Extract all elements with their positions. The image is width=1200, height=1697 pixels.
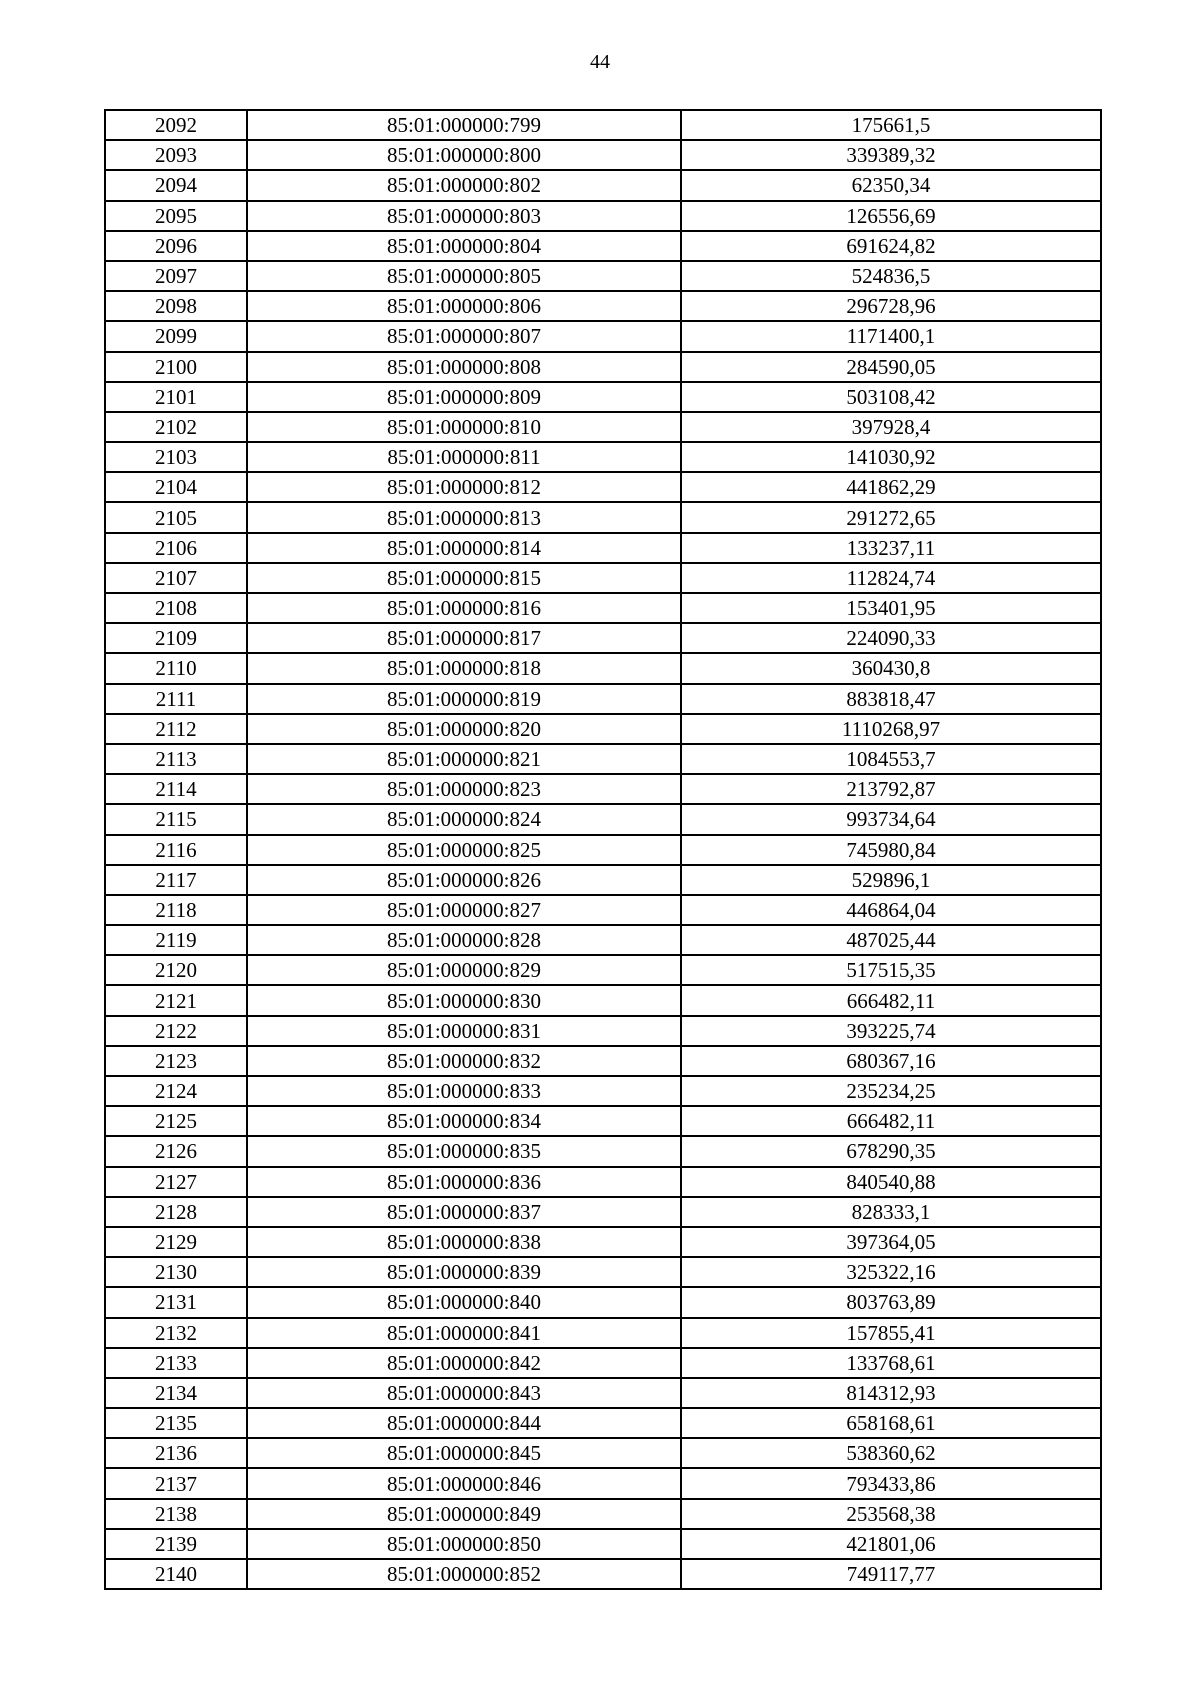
cadastral-number-cell: 85:01:000000:845 bbox=[247, 1438, 681, 1468]
cadastral-number-cell: 85:01:000000:838 bbox=[247, 1227, 681, 1257]
table-row bbox=[105, 1016, 1101, 1046]
cadastral-number-cell: 85:01:000000:809 bbox=[247, 382, 681, 412]
row-number-cell: 2110 bbox=[105, 653, 247, 683]
row-number-cell: 2135 bbox=[105, 1408, 247, 1438]
value-cell: 360430,8 bbox=[681, 653, 1101, 683]
value-cell: 517515,35 bbox=[681, 955, 1101, 985]
value-cell: 339389,32 bbox=[681, 140, 1101, 170]
page-number: 44 bbox=[590, 51, 610, 73]
cadastral-number-cell: 85:01:000000:800 bbox=[247, 140, 681, 170]
row-number-cell: 2140 bbox=[105, 1559, 247, 1589]
cadastral-number-cell: 85:01:000000:821 bbox=[247, 744, 681, 774]
cadastral-number-cell: 85:01:000000:812 bbox=[247, 472, 681, 502]
cadastral-number-cell: 85:01:000000:817 bbox=[247, 623, 681, 653]
value-cell: 666482,11 bbox=[681, 985, 1101, 1015]
cadastral-number-cell: 85:01:000000:837 bbox=[247, 1197, 681, 1227]
table-row bbox=[105, 352, 1101, 382]
cadastral-number-cell: 85:01:000000:841 bbox=[247, 1318, 681, 1348]
cadastral-number-cell: 85:01:000000:850 bbox=[247, 1529, 681, 1559]
row-number-cell: 2132 bbox=[105, 1318, 247, 1348]
cadastral-number-cell: 85:01:000000:825 bbox=[247, 835, 681, 865]
value-cell: 840540,88 bbox=[681, 1167, 1101, 1197]
data-table bbox=[104, 109, 1102, 1590]
table-row bbox=[105, 865, 1101, 895]
cadastral-number-cell: 85:01:000000:826 bbox=[247, 865, 681, 895]
table-row bbox=[105, 1318, 1101, 1348]
row-number-cell: 2094 bbox=[105, 170, 247, 200]
table-row bbox=[105, 1468, 1101, 1498]
row-number-cell: 2105 bbox=[105, 502, 247, 532]
table-row bbox=[105, 291, 1101, 321]
table-row bbox=[105, 835, 1101, 865]
cadastral-number-cell: 85:01:000000:819 bbox=[247, 684, 681, 714]
cadastral-number-cell: 85:01:000000:846 bbox=[247, 1468, 681, 1498]
cadastral-number-cell: 85:01:000000:818 bbox=[247, 653, 681, 683]
value-cell: 793433,86 bbox=[681, 1468, 1101, 1498]
row-number-cell: 2123 bbox=[105, 1046, 247, 1076]
row-number-cell: 2109 bbox=[105, 623, 247, 653]
cadastral-number-cell: 85:01:000000:834 bbox=[247, 1106, 681, 1136]
row-number-cell: 2117 bbox=[105, 865, 247, 895]
value-cell: 487025,44 bbox=[681, 925, 1101, 955]
table-row bbox=[105, 895, 1101, 925]
row-number-cell: 2126 bbox=[105, 1136, 247, 1166]
table-row bbox=[105, 321, 1101, 351]
cadastral-number-cell: 85:01:000000:835 bbox=[247, 1136, 681, 1166]
cadastral-number-cell: 85:01:000000:803 bbox=[247, 201, 681, 231]
table-row bbox=[105, 623, 1101, 653]
table-row bbox=[105, 1287, 1101, 1317]
value-cell: 529896,1 bbox=[681, 865, 1101, 895]
table-row bbox=[105, 1227, 1101, 1257]
value-cell: 441862,29 bbox=[681, 472, 1101, 502]
table-row bbox=[105, 1136, 1101, 1166]
table-row bbox=[105, 472, 1101, 502]
row-number-cell: 2134 bbox=[105, 1378, 247, 1408]
cadastral-number-cell: 85:01:000000:824 bbox=[247, 804, 681, 834]
value-cell: 1110268,97 bbox=[681, 714, 1101, 744]
cadastral-number-cell: 85:01:000000:811 bbox=[247, 442, 681, 472]
row-number-cell: 2127 bbox=[105, 1167, 247, 1197]
row-number-cell: 2095 bbox=[105, 201, 247, 231]
value-cell: 691624,82 bbox=[681, 231, 1101, 261]
cadastral-number-cell: 85:01:000000:799 bbox=[247, 110, 681, 140]
value-cell: 141030,92 bbox=[681, 442, 1101, 472]
value-cell: 1171400,1 bbox=[681, 321, 1101, 351]
value-cell: 397928,4 bbox=[681, 412, 1101, 442]
table-row bbox=[105, 140, 1101, 170]
value-cell: 62350,34 bbox=[681, 170, 1101, 200]
value-cell: 538360,62 bbox=[681, 1438, 1101, 1468]
value-cell: 814312,93 bbox=[681, 1378, 1101, 1408]
value-cell: 1084553,7 bbox=[681, 744, 1101, 774]
table-body bbox=[105, 110, 1101, 1589]
value-cell: 678290,35 bbox=[681, 1136, 1101, 1166]
table-row bbox=[105, 1408, 1101, 1438]
value-cell: 680367,16 bbox=[681, 1046, 1101, 1076]
cadastral-number-cell: 85:01:000000:831 bbox=[247, 1016, 681, 1046]
value-cell: 133768,61 bbox=[681, 1348, 1101, 1378]
table-row bbox=[105, 714, 1101, 744]
value-cell: 503108,42 bbox=[681, 382, 1101, 412]
row-number-cell: 2128 bbox=[105, 1197, 247, 1227]
row-number-cell: 2113 bbox=[105, 744, 247, 774]
cadastral-number-cell: 85:01:000000:815 bbox=[247, 563, 681, 593]
row-number-cell: 2136 bbox=[105, 1438, 247, 1468]
value-cell: 749117,77 bbox=[681, 1559, 1101, 1589]
row-number-cell: 2101 bbox=[105, 382, 247, 412]
table-row bbox=[105, 261, 1101, 291]
value-cell: 253568,38 bbox=[681, 1499, 1101, 1529]
cadastral-number-cell: 85:01:000000:839 bbox=[247, 1257, 681, 1287]
value-cell: 993734,64 bbox=[681, 804, 1101, 834]
table-row bbox=[105, 593, 1101, 623]
value-cell: 524836,5 bbox=[681, 261, 1101, 291]
row-number-cell: 2139 bbox=[105, 1529, 247, 1559]
row-number-cell: 2098 bbox=[105, 291, 247, 321]
cadastral-number-cell: 85:01:000000:814 bbox=[247, 533, 681, 563]
row-number-cell: 2122 bbox=[105, 1016, 247, 1046]
table-row bbox=[105, 1499, 1101, 1529]
value-cell: 157855,41 bbox=[681, 1318, 1101, 1348]
cadastral-number-cell: 85:01:000000:832 bbox=[247, 1046, 681, 1076]
value-cell: 291272,65 bbox=[681, 502, 1101, 532]
cadastral-number-cell: 85:01:000000:804 bbox=[247, 231, 681, 261]
row-number-cell: 2097 bbox=[105, 261, 247, 291]
row-number-cell: 2131 bbox=[105, 1287, 247, 1317]
cadastral-number-cell: 85:01:000000:830 bbox=[247, 985, 681, 1015]
row-number-cell: 2138 bbox=[105, 1499, 247, 1529]
row-number-cell: 2112 bbox=[105, 714, 247, 744]
table-row bbox=[105, 201, 1101, 231]
table-row bbox=[105, 1106, 1101, 1136]
cadastral-number-cell: 85:01:000000:808 bbox=[247, 352, 681, 382]
row-number-cell: 2120 bbox=[105, 955, 247, 985]
row-number-cell: 2108 bbox=[105, 593, 247, 623]
cadastral-number-cell: 85:01:000000:843 bbox=[247, 1378, 681, 1408]
table-row bbox=[105, 563, 1101, 593]
table-row bbox=[105, 1197, 1101, 1227]
table-row bbox=[105, 231, 1101, 261]
table-row bbox=[105, 985, 1101, 1015]
value-cell: 666482,11 bbox=[681, 1106, 1101, 1136]
cadastral-number-cell: 85:01:000000:805 bbox=[247, 261, 681, 291]
value-cell: 213792,87 bbox=[681, 774, 1101, 804]
value-cell: 126556,69 bbox=[681, 201, 1101, 231]
value-cell: 446864,04 bbox=[681, 895, 1101, 925]
value-cell: 397364,05 bbox=[681, 1227, 1101, 1257]
table-row bbox=[105, 170, 1101, 200]
cadastral-number-cell: 85:01:000000:833 bbox=[247, 1076, 681, 1106]
table-row bbox=[105, 442, 1101, 472]
table-row bbox=[105, 1076, 1101, 1106]
cadastral-number-cell: 85:01:000000:849 bbox=[247, 1499, 681, 1529]
value-cell: 284590,05 bbox=[681, 352, 1101, 382]
table-row bbox=[105, 533, 1101, 563]
cadastral-number-cell: 85:01:000000:820 bbox=[247, 714, 681, 744]
row-number-cell: 2118 bbox=[105, 895, 247, 925]
value-cell: 325322,16 bbox=[681, 1257, 1101, 1287]
value-cell: 393225,74 bbox=[681, 1016, 1101, 1046]
row-number-cell: 2129 bbox=[105, 1227, 247, 1257]
row-number-cell: 2106 bbox=[105, 533, 247, 563]
cadastral-number-cell: 85:01:000000:829 bbox=[247, 955, 681, 985]
row-number-cell: 2096 bbox=[105, 231, 247, 261]
table-row bbox=[105, 1348, 1101, 1378]
row-number-cell: 2102 bbox=[105, 412, 247, 442]
value-cell: 658168,61 bbox=[681, 1408, 1101, 1438]
table-row bbox=[105, 1559, 1101, 1589]
value-cell: 745980,84 bbox=[681, 835, 1101, 865]
table-row bbox=[105, 502, 1101, 532]
row-number-cell: 2114 bbox=[105, 774, 247, 804]
table-row bbox=[105, 412, 1101, 442]
value-cell: 153401,95 bbox=[681, 593, 1101, 623]
table-row bbox=[105, 925, 1101, 955]
cadastral-number-cell: 85:01:000000:844 bbox=[247, 1408, 681, 1438]
table-row bbox=[105, 744, 1101, 774]
value-cell: 175661,5 bbox=[681, 110, 1101, 140]
value-cell: 133237,11 bbox=[681, 533, 1101, 563]
row-number-cell: 2107 bbox=[105, 563, 247, 593]
data-table-container bbox=[104, 109, 1102, 1590]
table-row bbox=[105, 110, 1101, 140]
table-row bbox=[105, 382, 1101, 412]
row-number-cell: 2099 bbox=[105, 321, 247, 351]
table-row bbox=[105, 653, 1101, 683]
table-row bbox=[105, 774, 1101, 804]
table-row bbox=[105, 1046, 1101, 1076]
cadastral-number-cell: 85:01:000000:852 bbox=[247, 1559, 681, 1589]
cadastral-number-cell: 85:01:000000:802 bbox=[247, 170, 681, 200]
row-number-cell: 2124 bbox=[105, 1076, 247, 1106]
row-number-cell: 2137 bbox=[105, 1468, 247, 1498]
cadastral-number-cell: 85:01:000000:840 bbox=[247, 1287, 681, 1317]
value-cell: 112824,74 bbox=[681, 563, 1101, 593]
cadastral-number-cell: 85:01:000000:836 bbox=[247, 1167, 681, 1197]
value-cell: 883818,47 bbox=[681, 684, 1101, 714]
value-cell: 828333,1 bbox=[681, 1197, 1101, 1227]
table-row bbox=[105, 804, 1101, 834]
value-cell: 296728,96 bbox=[681, 291, 1101, 321]
cadastral-number-cell: 85:01:000000:807 bbox=[247, 321, 681, 351]
cadastral-number-cell: 85:01:000000:816 bbox=[247, 593, 681, 623]
table-row bbox=[105, 1167, 1101, 1197]
cadastral-number-cell: 85:01:000000:813 bbox=[247, 502, 681, 532]
row-number-cell: 2115 bbox=[105, 804, 247, 834]
cadastral-number-cell: 85:01:000000:810 bbox=[247, 412, 681, 442]
cadastral-number-cell: 85:01:000000:828 bbox=[247, 925, 681, 955]
table-row bbox=[105, 1378, 1101, 1408]
row-number-cell: 2111 bbox=[105, 684, 247, 714]
row-number-cell: 2100 bbox=[105, 352, 247, 382]
table-row bbox=[105, 1438, 1101, 1468]
cadastral-number-cell: 85:01:000000:842 bbox=[247, 1348, 681, 1378]
row-number-cell: 2125 bbox=[105, 1106, 247, 1136]
row-number-cell: 2103 bbox=[105, 442, 247, 472]
value-cell: 235234,25 bbox=[681, 1076, 1101, 1106]
value-cell: 224090,33 bbox=[681, 623, 1101, 653]
row-number-cell: 2133 bbox=[105, 1348, 247, 1378]
table-row bbox=[105, 1529, 1101, 1559]
cadastral-number-cell: 85:01:000000:823 bbox=[247, 774, 681, 804]
row-number-cell: 2092 bbox=[105, 110, 247, 140]
table-row bbox=[105, 1257, 1101, 1287]
cadastral-number-cell: 85:01:000000:827 bbox=[247, 895, 681, 925]
table-row bbox=[105, 955, 1101, 985]
value-cell: 421801,06 bbox=[681, 1529, 1101, 1559]
row-number-cell: 2093 bbox=[105, 140, 247, 170]
row-number-cell: 2121 bbox=[105, 985, 247, 1015]
value-cell: 803763,89 bbox=[681, 1287, 1101, 1317]
table-row bbox=[105, 684, 1101, 714]
row-number-cell: 2104 bbox=[105, 472, 247, 502]
row-number-cell: 2116 bbox=[105, 835, 247, 865]
cadastral-number-cell: 85:01:000000:806 bbox=[247, 291, 681, 321]
row-number-cell: 2119 bbox=[105, 925, 247, 955]
row-number-cell: 2130 bbox=[105, 1257, 247, 1287]
